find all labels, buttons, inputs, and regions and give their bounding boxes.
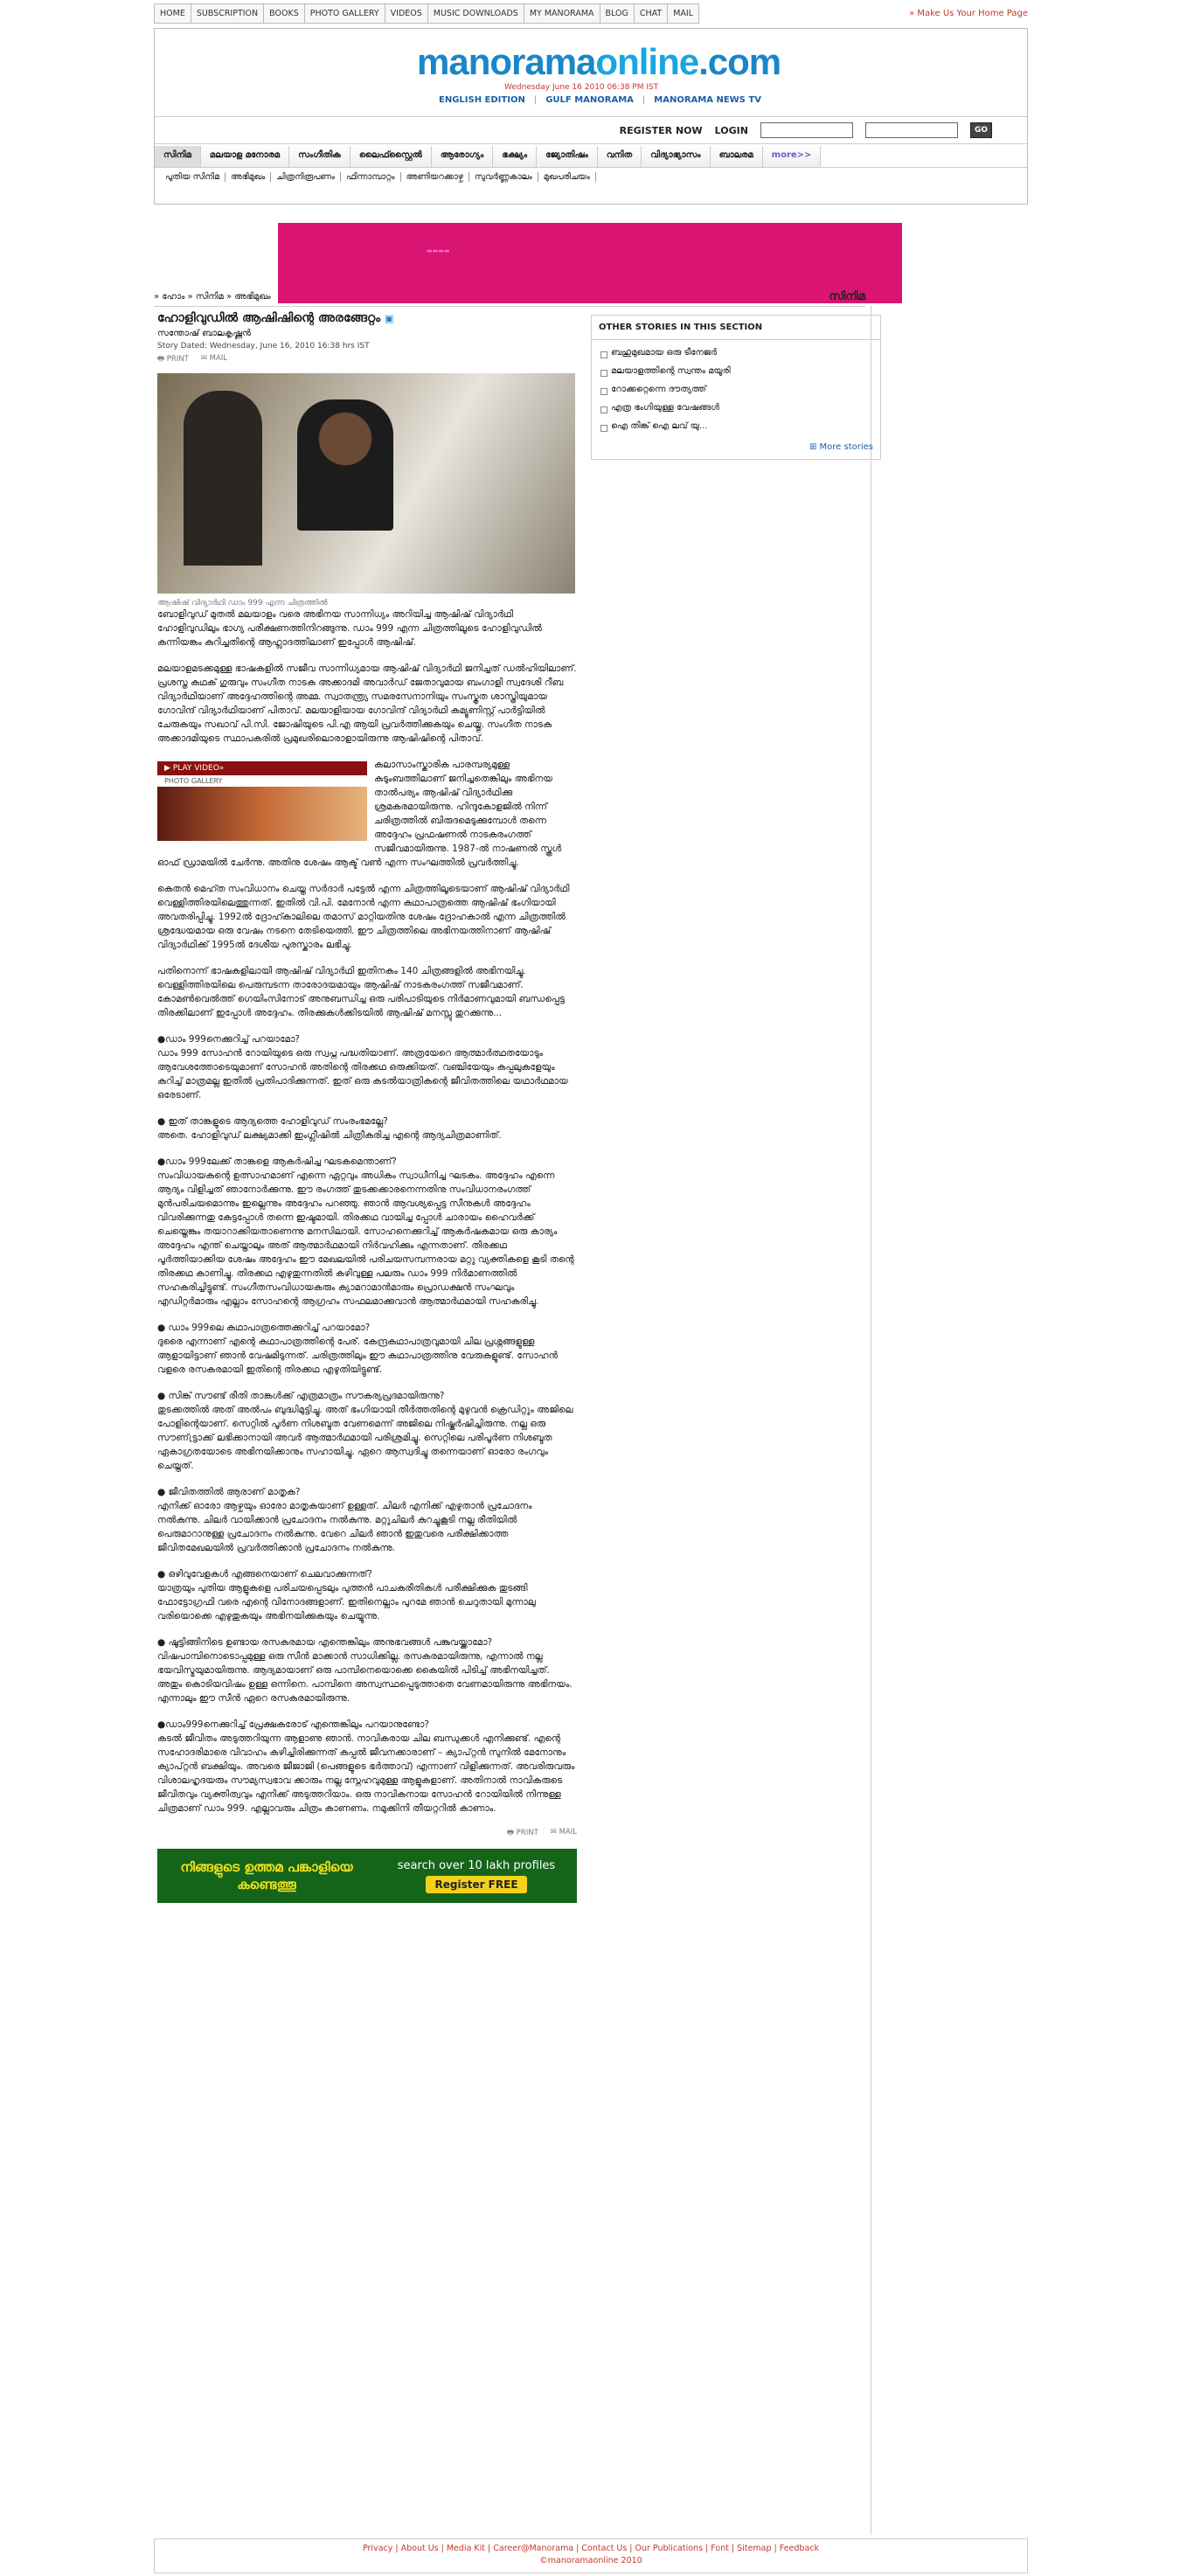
main-nav-item[interactable]: വിദ്യാഭ്യാസം [642,146,710,167]
top-nav-item[interactable]: PHOTO GALLERY [305,3,385,24]
article-byline: സന്തോഷ് ബാലകൃഷ്ണൻ [157,329,252,338]
mail-link[interactable]: ✉ MAIL [200,354,228,363]
main-section-nav [155,146,1027,168]
other-story-link[interactable]: ഐ തിങ്ക് ഐ ലവ് യു... [599,417,873,435]
main-nav-item[interactable]: ആരോഗ്യം [432,146,493,167]
edition-english-link[interactable]: ENGLISH EDITION [439,95,525,105]
other-stories-list [592,340,880,439]
banner-tagline: search over 10 lakh profiles [397,1858,556,1872]
article-paragraph: ● സിങ്ക് സൗണ്ട് രീതി താങ്കൾക്ക് എത്രമാത്രം സൗകര്യപ്രദമായിരുന്നു? തുടക്കത്തിൽ അത് അൽപം ബുദ്ധിമുട്ടിച്ചു. അത് ഭംഗിയായി തീർത്തതിന്റെ മുഴുവൻ ക്രെഡിറ്റും അജിലെ പോളിന്റെയാണ്. സെറ്റിൽ പൂർണ നിശബ്ദത വേണമെന്ന് അജിലെ നിഷ്കർഷിച്ചിരുന്നു. നല്ല ഒരു സൗണ്ട്ട്രാക്ക് ലഭിക്കാനായി അവർ ആത്മാർഥമായി പരിശ്രമിച്ചു. സെറ്റിലെ പരിപൂർണ നിശബ്ദത ഏകാഗ്രതയോടെ അഭിനയിക്കാനും സഹായിച്ചു. ഏറെ ആസ്വദിച്ചു തന്നെയാണ് ഓരോ രംഗവും ചെയ്തത്. [157,1391,573,1471]
article-paragraph: ●ഡാം999നെക്കുറിച്ച് പ്രേക്ഷകരോട് എന്തെങ്കിലും പറയാനുണ്ടോ? കടൽ ജീവിതം അടുത്തറിയുന്ന ആളാണു ഞാൻ. നാവികരായ ചില ബന്ധുക്കൾ എനിക്കുണ്ട്. എന്റെ സഹോദരിമാരെ വിവാഹം കഴിച്ചിരിക്കുന്നത് കപ്പൽ ജീവനക്കാരാണ് – ക്യാപ്റ്റൻ സുനിൽ മേനോനും ക്യാപ്റ്റൻ ബക്ഷിയും. അവരെ ജീജാജി (പെങ്ങളുടെ ഭർത്താവ്) എന്നാണ് വിളിക്കുന്നത്. അവരിരുവരും വിശാലഹൃദയരും സൗമ്യസ്വഭാവ ക്കാരും നല്ല സ്നേഹവുമുള്ള ആളുകളാണ്. അതിനാൽ നാവികരുടെ ജീവിതവും വ്യക്തിത്വവും എനിക്ക് അടുത്തറിയാം. ഒരു നാവികനായ സോഹൻ റോയിയിൽ നിന്നുള്ള ചിത്രമാണ് ഡാം 999. എല്ലാവരും ചിത്രം കാണണം. നമുക്കിനി തീയറ്ററിൽ കാണാം. [157,1719,575,1814]
more-stories-link[interactable]: ⊞ More stories [809,442,873,452]
edition-newstv-link[interactable]: MANORAMA NEWS TV [654,95,761,105]
article-paragraph: ബോളിവുഡ് മുതൽ മലയാളം വരെ അഭിനയ സാന്നിധ്യം അറിയിച്ച ആഷിഷ് വിദ്യാർഥി ഹോളിവുഡിലും ഭാഗ്യ പരീക്ഷണത്തിനിറങ്ങുന്നു. ഡാം 999 എന്ന ചിത്രത്തിലൂടെ ഹോളിവുഡിൽ കന്നിയങ്കം കുറിച്ചതിന്റെ ആഹ്ലാദത്തിലാണ് ഇപ്പോൾ ആഷിഷ്. [157,609,542,648]
main-nav-item[interactable]: സംഗീതിക [289,146,351,167]
article [157,311,577,1903]
play-video-button[interactable]: ▶ PLAY VIDEO» [157,761,367,775]
article-paragraph: ●ഡാം 999നെക്കുറിച്ച് പറയാമോ? ഡാം 999 സോഹൻ റോയിയുടെ ഒരു സ്വപ്ന പദ്ധതിയാണ്. അത്രയേറെ ആത്മാർത്ഥതയോടും ആവേശത്തോടെയുമാണ് സോഹൻ അതിന്റെ തിരക്കഥ ഒരുക്കിയത്. വഞ്ചിയേയും കപ്പലുകളേയും കുറിച്ച് മാത്രമല്ല ഇതിൽ പ്രതിപാദിക്കുന്നത്. ഇത് ഒരു കടൽയാത്രികന്റെ ജീവിതത്തിലെ യഥാർഥമായ ഒരേടാണ്. [157,1034,568,1101]
top-nav-item[interactable]: MUSIC DOWNLOADS [428,3,524,24]
article-paragraph: ● ജീവിതത്തിൽ ആരാണ് മാതൃക? എനിക്ക് ഓരോ ആഴ്ചയും ഓരോ മാതൃകയാണ് ഉള്ളത്. ചിലർ എനിക്ക് എഴുതാൻ പ്രചോദനം നൽകുന്നു. ചിലർ വായിക്കാൻ പ്രചോദനം നൽകുന്നു. മറ്റുചിലർ കുറച്ചുകൂടി നല്ല രീതിയിൽ പെരുമാറാനുള്ള പ്രചോദനം നൽകുന്നു. വേറെ ചിലർ ഞാൻ ഇതുവരെ പരീക്ഷിക്കാത്ത ജീവിതമേഖലയിൽ പ്രവർത്തിക്കാൻ പ്രചോദനം നൽകുന്നു. [157,1487,532,1553]
masthead [154,28,1028,254]
share-icon[interactable]: ▣ [385,313,394,324]
top-nav-item[interactable]: HOME [155,3,191,24]
video-thumbnail[interactable] [157,787,367,841]
page [154,2,1028,2566]
top-nav-item[interactable]: SUBSCRIPTION [191,3,264,24]
register-free-button[interactable]: Register FREE [426,1876,526,1893]
article-tools [157,354,577,366]
sub-nav-item[interactable]: ഫിന്നാമ്പാറ്റം [341,172,401,182]
sub-nav-item[interactable]: പുതിയ സിനിമ [160,172,226,182]
print-link[interactable]: 🖶 PRINT [157,355,189,364]
password-input[interactable] [865,122,958,138]
main-nav-item[interactable]: ഭക്ഷ്യം [493,146,537,167]
article-paragraph: പതിനൊന്ന് ഭാഷകളിലായി ആഷിഷ് വിദ്യാർഥി ഇതിനകം 140 ചിത്രങ്ങളിൽ അഭിനയിച്ചു. വെള്ളിത്തിരയിലെ പെരുമ്പടന്ന താരോദയമായും ആഷിഷ് നാടകരംഗത്ത് സജീവമാണ്. കോമൺവെൽത്ത് ഗെയിംസിനോട് അനുബന്ധിച്ച ഒരു പരിപാടിയുടെ നിർമാണവുമായി ബന്ധപ്പെട്ട തിരക്കിലാണ് ഇപ്പോൾ അദ്ദേഹം. തിരക്കുകൾക്കിടയിൽ ആഷിഷ് മനസ്സു തുറക്കുന്നു... [157,966,565,1018]
sub-nav-item[interactable]: ചിത്രനിരൂപണം [271,172,341,182]
other-stories-box [591,315,881,460]
top-nav-item[interactable]: CHAT [635,3,668,24]
top-nav-item[interactable]: BOOKS [264,3,305,24]
article-paragraph: ●ഡാം 999ലേക്ക് താങ്കളെ ആകർഷിച്ച ഘടകമെന്താണ്? സംവിധായകന്റെ ഉത്സാഹമാണ് എന്നെ ഏറ്റവും അധികം സ്വാധീനിച്ച ഘടകം. അദ്ദേഹം എന്നെ ആദ്യം വിളിച്ചത് ഞാനോർക്കുന്നു. ഈ രംഗത്ത് തുടക്കക്കാരനെന്നതിനു സംവിധാനരംഗത്ത് മുൻപരിചയമൊന്നും ഇല്ലെന്നും അദ്ദേഹം പറഞ്ഞു. ഞാൻ ആവശ്യപ്പെട്ട സീനുകൾ അദ്ദേഹം വിവരിക്കുന്നതു കേട്ടപ്പോൾ തന്നെ ഇഷ്ടമായി. തിരക്കഥ വായിച്ച പ്പോൾ ചാരായം ഹൈവർക്ക് ചെയ്തെങ്കും തയാറാക്കിയതാണെന്നു മനസിലായി. സോഹനെക്കുറിച്ച് ആകർഷകമായ ഒരു കാര്യം അദ്ദേഹം എന്ത് ചെയ്താലും അത് ആത്മാർഥമായി നിർവഹിക്കും എന്നതാണ്. തിരക്കഥ പൂർത്തിയാക്കിയ ശേഷം അദ്ദേഹം ഈ മേഖലയിൽ പരിചയസമ്പന്നരായ മറ്റു വ്യക്തികളെ കൂടി തന്റെ തിരക്കഥ കാണിച്ചു. തിരക്കഥ എഴുതുന്നതിൽ കഴിവുള്ള പലരും ഡാം 999 നിർമാണത്തിൽ സഹകരിച്ചിട്ടുണ്ട്. സംഗീതസംവിധായകരും ക്യാമറാമാൻമാരും പ്രൊഡക്ഷൻ സംഘവും എഡിറ്റർമാരും എല്ലാം സോഹന്റെ ആഗ്രഹം സഫലമാക്കുവാൻ ആത്മാർഥമായി സഹകരിച്ചു. [157,1156,574,1307]
mail-link-bottom[interactable]: ✉ MAIL [550,1828,577,1837]
article-photo [157,373,575,594]
article-footer-tools [157,1828,577,1840]
article-paragraph: കലാസാംസ്കാരിക പാരമ്പര്യമുള്ള കുടുംബത്തിലാണ് ജനിച്ചതെങ്കിലും അഭിനയ താൽപര്യം ആഷിഷ് വിദ്യാർഥിക്കു ശ്രമകരമായിരുന്നു. ഹിന്ദുകോളജിൽ നിന്ന് ചരിത്രത്തിൽ ബിരുദമെടുക്കുമ്പോൾ തന്നെ അദ്ദേഹം പ്രഫഷണൽ നാടകരംഗത്ത് സജീവമായിരുന്നു. 1987-ൽ നാഷണൽ സ്കൂൾ ഓഫ് ഡ്രാമയിൽ ചേർന്നു. അതിനു ശേഷം ആക്ട് വൺ എന്ന സംഘത്തിൽ പ്രവർത്തിച്ചു. [157,760,562,868]
top-nav-item[interactable]: MY MANORAMA [524,3,600,24]
site-footer [154,2538,1028,2573]
sub-nav-item[interactable]: മുഖപരിചയം [538,172,596,182]
other-story-link[interactable]: എത്ര ഭംഗിയുള്ള വേഷങ്ങൾ [599,399,873,417]
other-story-link[interactable]: റോക്കറ്റെന്നെ ദൗത്യത്ത് [599,380,873,399]
breadcrumb [154,287,865,307]
breadcrumb-path[interactable]: » ഹോം » സിനിമ » അഭിമുഖം [154,291,271,302]
matrimony-banner[interactable] [157,1849,577,1903]
main-nav-item[interactable]: മലയാള മനോരമ [201,146,289,167]
top-navigation [154,2,1028,24]
make-home-link[interactable]: » Make Us Your Home Page [909,8,1028,18]
article-paragraph: കെതൻ മെഹ്ത സംവിധാനം ചെയ്ത സർദാർ പട്ടേൽ എന്ന ചിത്രത്തിലൂടെയാണ് ആഷിഷ് വിദ്യാർഥി വെള്ളിത്തിരയിലെത്തുന്നത്. ഇതിൽ വി.പി. മേനോൻ എന്ന കഥാപാത്രത്തെ ആഷിഷ് ഭംഗിയായി അവതരിപ്പിച്ചു. 1992ൽ ദ്രോഹ്കാലിലെ തമാസ് മാറ്റിയതിനു ശേഷം ദ്രോഹകാൽ എന്ന ചിത്രത്തിൽ ശ്രദ്ധേയമായ ഒരു വേഷം നടനെ തേടിയെത്തി. ഈ ചിത്രത്തിലെ അഭിനയത്തിനാണ് ആഷിഷ് വിദ്യാർഥിക്ക് 1995ൽ ദേശീയ പുരസ്കാരം ലഭിച്ചു. [157,884,570,950]
article-paragraph: മലയാളമടക്കമുള്ള ഭാഷകളിൽ സജീവ സാന്നിധ്യമായ ആഷിഷ് വിദ്യാർഥി ജനിച്ചത് ഡൽഹിയിലാണ്. പ്രശസ്ത കഥക് ഗുരുവും സംഗീത നാടക അക്കാദമി അവാർഡ് ജേതാവുമായ ബംഗാളി സ്വദേശി റീബ വിദ്യാർഥിയാണ് അദ്ദേഹത്തിന്റെ അമ്മ. സ്വാതന്ത്ര്യ സമരസേനാനിയും സംസ്കൃത ശാസ്ത്രിയുമായ ഗോവിന്ദ് വിദ്യാർഥിയാണ് പിതാവ്. മലയാളിയായ ഗോവിന്ദ് വിദ്യാർഥി കമ്യൂണിസ്റ്റ് പാർട്ടിയിൽ ചേരുകയും സഖാവ് പി.സി. ജോഷിയുടെ പി.എ ആയി പ്രവർത്തിക്കുകയും ചെയ്തു. സംഗീത നാടക അക്കാദമിയുടെ സ്ഥാപകരിൽ പ്രമുഖരിലൊരാളായിരുന്നു ആഷിഷിന്റെ പിതാവ്. [157,663,577,744]
login-label: LOGIN [714,124,748,136]
sub-nav-item[interactable]: സുവർണ്ണകാലം [469,172,538,182]
main-nav-item[interactable]: ജ്യോതിഷം [537,146,598,167]
advertisement-banner[interactable]: ▬▬▬▬ [278,223,902,303]
main-nav-item[interactable]: വനിത [598,146,642,167]
go-button[interactable]: GO [970,122,992,138]
print-link-bottom[interactable]: 🖶 PRINT [506,1829,538,1837]
banner-headline: നിങ്ങളുടെ ഉത്തമ പങ്കാളിയെ കണ്ടെത്തൂ [180,1859,353,1892]
video-widget[interactable] [157,761,367,841]
main-nav-item[interactable]: സിനിമ [155,146,201,167]
edition-links: ENGLISH EDITION | GULF MANORAMA | MANORAMA NEWS TV [439,95,761,105]
footer-links[interactable]: Privacy | About Us | Media Kit | Career@Manorama | Contact Us | Our Publications | Font | Sitemap | Feedback [362,2544,820,2553]
other-story-link[interactable]: മലയാളത്തിന്റെ സ്വന്തം മയൂരി [599,362,873,380]
photo-gallery-link[interactable]: PHOTO GALLERY [164,777,223,785]
main-nav-item[interactable]: ബാലരമ [711,146,763,167]
username-input[interactable] [760,122,853,138]
article-paragraph: ● ഡാം 999ലെ കഥാപാത്രത്തെക്കുറിച്ച് പറയാമോ? ദുരൈ എന്നാണ് എന്റെ കഥാപാത്രത്തിന്റെ പേര്. കേന്ദ്രകഥാപാത്രവുമായി ചില പ്രശ്നങ്ങളുള്ള ആളായിട്ടാണ് ഞാൻ വേഷമിടുന്നത്. ചരിത്രത്തിലും ഈ കഥാപാത്രത്തിനു വേരുകളുണ്ട്. സോഹൻ വളരെ രസകരമായി ഇതിന്റെ തിരക്കഥ എഴുതിയിട്ടുണ്ട്. [157,1323,559,1375]
section-title: സിനിമ [829,289,865,303]
top-nav-list [154,3,699,24]
photo-caption: ആഷിഷ് വിദ്യാർഥി ഡാം 999 എന്ന ചിത്രത്തിൽ [157,599,328,608]
main-nav-item[interactable]: ലൈഫ്സ്റ്റൈൽ [351,146,432,167]
login-bar [155,116,1027,144]
register-link[interactable]: REGISTER NOW [619,124,703,136]
article-date: Story Dated: Wednesday, June 16, 2010 16:38 hrs IST [157,342,370,351]
sub-nav-item[interactable]: അണിയറക്കാഴ്ച [401,172,469,182]
copyright: ©manoramaonline 2010 [539,2556,642,2566]
article-paragraph: ● ഒഴിവുവേളകൾ എങ്ങനെയാണ് ചെലവാക്കുന്നത്? യാത്രയും പുതിയ ആളുകളെ പരിചയപ്പെടലും പുത്തൻ പാചകരീതികൾ പരീക്ഷിക്കുക തുടങ്ങി ഫോട്ടോഗ്രഫി വരെ എന്റെ വിനോദങ്ങളാണ്. ഇതിനെല്ലാം പുറമേ ഞാൻ ചെറുതായി മുന്നാലു വരിയൊക്കെ എഴുതുകയും അഭിനയിക്കുകയും ചെയ്യുന്നു. [157,1569,536,1621]
top-nav-item[interactable]: MAIL [668,3,699,24]
sub-nav-item[interactable]: അഭിമുഖം [226,172,271,182]
article-paragraph: ● ഷൂട്ടിങ്ങിനിടെ ഉണ്ടായ രസകരമായ എന്തെങ്കിലും അനുഭവങ്ങൾ പങ്കുവയ്ക്കാമോ? വിഷപാമ്പിനൊടൊപ്പമുള്ള ഒരു സീൻ മാക്കാൻ സാധിക്കില്ല. രസകരമായിരുന്നു, എന്നാൽ നല്ല ഭയവിസ്മയുമായിരുന്നു. ആദ്യമായാണ് ഒരു പാമ്പിനെയൊക്കെ കൈയിൽ പിടിച്ച് അഭിനയിച്ചത്. അതും കൊടിയവിഷം ഉള്ള ഒന്നിനെ. പാമ്പിനെ അസ്വസ്ഥപ്പെടുത്താതെ വേണമായിരുന്നു അഭിനയം. എന്നാലും ഈ സീൻ ഏറെ രസകരമായിരുന്നു. [157,1637,573,1704]
top-nav-item[interactable]: VIDEOS [385,3,428,24]
edition-gulf-link[interactable]: GULF MANORAMA [545,95,634,105]
current-date: Wednesday June 16 2010 06:38 PM IST [504,83,659,92]
sub-section-nav [155,169,1027,184]
article-paragraph: ● ഇത് താങ്കളുടെ ആദ്യത്തെ ഹോളിവുഡ് സംരംഭമല്ലേ? അതെ. ഹോളിവുഡ് ലക്ഷ്യമാക്കി ഇംഗ്ലീഷിൽ ചിത്രീകരിച്ച എന്റെ ആദ്യചിത്രമാണിത്. [157,1116,502,1141]
banner-right [376,1859,577,1893]
top-nav-item[interactable]: BLOG [600,3,635,24]
article-title: ഹോളിവുഡിൽ ആഷിഷിന്റെ അരങ്ങേറ്റം ▣ [157,311,394,325]
other-story-link[interactable]: ബഹുമുഖമായ ഒരു ടീനേജർ [599,344,873,362]
main-nav-item[interactable]: more>> [763,146,822,167]
other-stories-title: OTHER STORIES IN THIS SECTION [592,316,880,340]
article-body [157,608,577,1816]
site-logo[interactable]: manoramaonline.com [417,41,781,82]
